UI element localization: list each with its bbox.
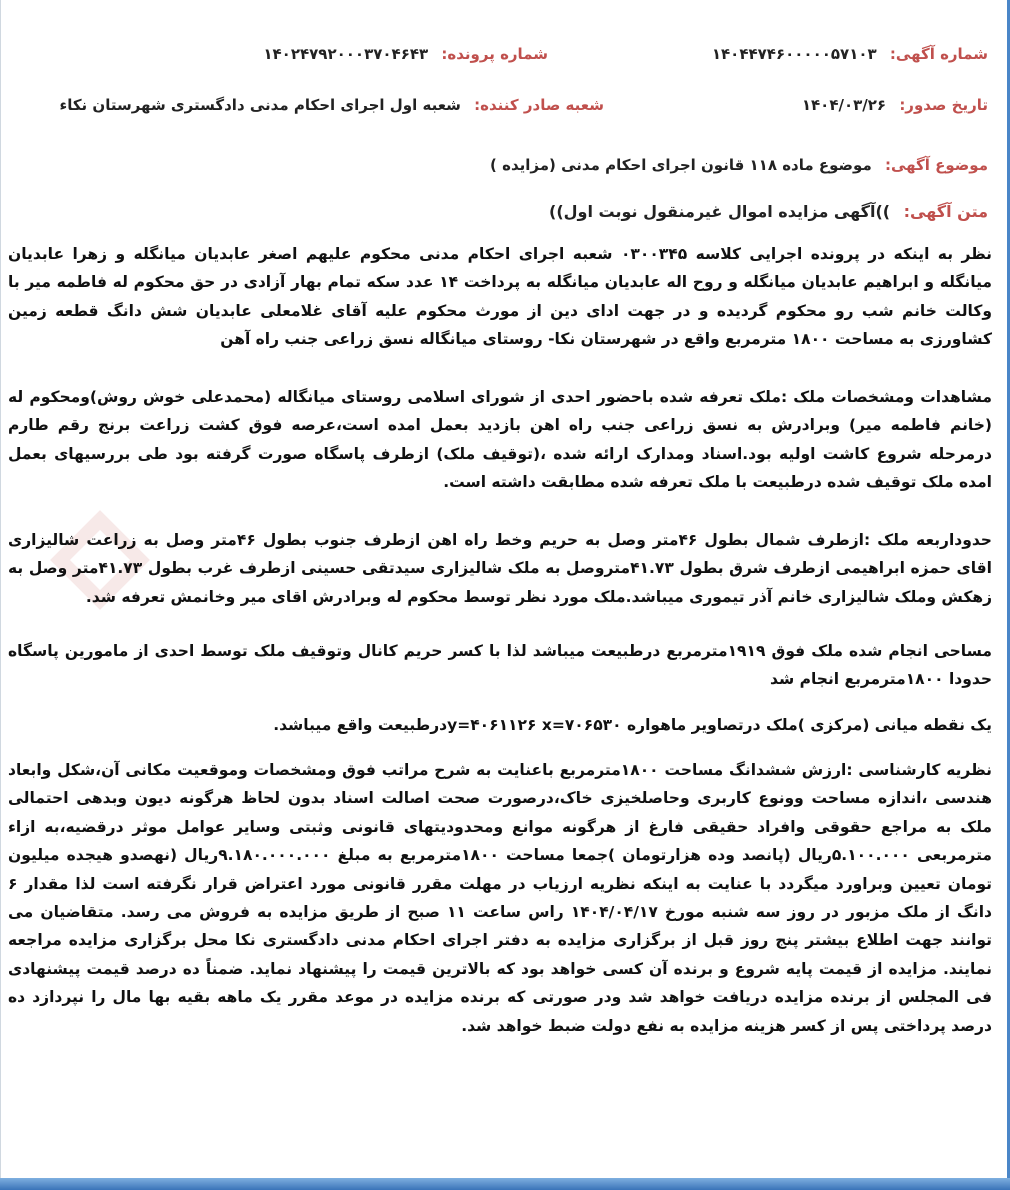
text-label: متن آگهی: xyxy=(903,202,988,221)
issuer-row xyxy=(60,96,604,114)
paragraph-survey: مساحی انجام شده ملک فوق ۱۹۱۹مترمربع درطبیعت میباشد لذا با کسر حریم کانال وتوقیف ملک توسط احدی از مامورین پاسگاه حدودا ۱۸۰۰مترمربع انجام شد xyxy=(8,642,992,689)
paragraph-appraisal: نظریه کارشناسی :ارزش ششدانگ مساحت ۱۸۰۰مترمربع باعنایت به شرح مراتب فوق ومشخصات وموقعیت مکانی آن،شکل وابعاد هندسی ،اندازه مساحت وونوع کاربری وحاصلخیزی خاک،درصورت صحت اصالت اسناد بدون لحاظ هرگونه دیون وبدهی احتمالی ملک به مراجع حقوقی وافراد حقیقی فارغ از هرگونه موانع ومحدودیتهای قانونی وثبتی وسایر عوامل موثر درقضیه،به ازاء مترمربعی ۵.۱۰۰.۰۰۰ریال (پانصد وده هزارتومان )جمعا مساحت ۱۸۰۰مترمربع به مبلغ ۹.۱۸۰.۰۰۰.۰۰۰ریال (نهصدو هیجده میلیون تومان تعیین وبراورد میگردد با عنایت به اینکه نظریه ارزیاب در مهلت مقرر قانونی مورد اعتراض قرار نگرفته است لذا مقدار ۶ دانگ از ملک مزبور در روز سه شنبه مورخ ۱۴۰۴/۰۴/۱۷ راس ساعت ۱۱ صبح از طریق مزایده به فروش می رسد. متقاضیان می توانند جهت اطلاع بیشتر پنج روز قبل از برگزاری مزایده به دفتر اجرای احکام مدنی دادگستری نکا محل برگزاری مزایده مراجعه نمایند. مزایده از قیمت پایه شروع و برنده آن کسی خواهد بود که بالاترین قیمت را پیشنهاد نماید. ضمناً ده درصد قیمت پیشنهادی فی المجلس از برنده مزایده دریافت خواهد شد ودر صورتی که برنده مزایده در موعد مقرر یک ماهه بقیه بها مال را نپردازد ده درصد پرداختی پس از کسر هزینه مزایده به نفع دولت ضبط خواهد شد. xyxy=(8,761,993,1035)
text-title: ))آگهی مزایده اموال غیرمنقول نوبت اول)) xyxy=(549,202,891,221)
case-number-label: شماره پرونده: xyxy=(441,45,548,63)
issuer-value: شعبه اول اجرای احکام مدنی دادگستری شهرستان نکاء xyxy=(59,96,461,114)
paragraph-case: نظر به اینکه در پرونده اجرایی کلاسه ۰۳۰۰۳۴۵ شعبه اجرای احکام مدنی محکوم علیهم اصغر عابدیان میانگله و زهرا عابدیان میانگله و ابراهیم عابدیان میانگله و روح اله عابدیان میانگله به پرداخت ۱۴ عدد سکه تمام بهار آزادی در حق محکوم له فاطمه میر با وکالت خانم شب رو محکوم گردیده و در جهت ادای دین از مورث محکوم علیه آقای غلامعلی عابدیان شش دانگ قطعه زمین کشاورزی به مساحت ۱۸۰۰ مترمربع واقع در شهرستان نکا- روستای میانگاله نسق زراعی جنب راه آهن xyxy=(8,245,993,349)
subject-value: موضوع ماده ۱۱۸ قانون اجرای احکام مدنی (مزایده ) xyxy=(490,156,872,174)
paragraph-coordinates: یک نقطه میانی (مرکزی )ملک درتصاویر ماهواره y=۴۰۶۱۱۲۶ x=۷۰۶۵۳۰درطبیعت واقع میباشد. xyxy=(273,716,992,734)
case-number-row xyxy=(263,45,548,63)
ad-number-label: شماره آگهی: xyxy=(889,45,988,63)
text-title-row xyxy=(549,202,988,221)
issue-date-row xyxy=(802,96,988,114)
paragraph-boundaries: حدوداربعه ملک :ازطرف شمال بطول ۴۶متر وصل به حریم وخط راه اهن ازطرف جنوب بطول ۴۶متر وصل به زراعت شالیزاری اقای حمزه ابراهیمی ازطرف شرق بطول ۴۱.۷۳متروصل به ملک شالیزاری سیدتقی حسینی ازطرف غرب بطول ۴۱.۷۳متر وصل به زهکش وملک شالیزاری خانم آذر تیموری میباشد.ملک مورد نظر توسط محکوم له وبرادرش اقای میر وخانمش تعرفه شد. xyxy=(8,531,992,606)
ad-number-row xyxy=(712,45,988,63)
issuer-label: شعبه صادر کننده: xyxy=(474,96,604,114)
ad-number-value: ۱۴۰۴۴۷۴۶۰۰۰۰۰۵۷۱۰۳ xyxy=(711,45,877,63)
bottom-bar xyxy=(0,1178,1010,1190)
subject-row xyxy=(490,156,988,174)
issue-date-label: تاریخ صدور: xyxy=(899,96,988,114)
issue-date-value: ۱۴۰۴/۰۳/۲۶ xyxy=(801,96,887,114)
case-number-value: ۱۴۰۲۴۷۹۲۰۰۰۳۷۰۴۶۴۳ xyxy=(263,45,429,63)
subject-label: موضوع آگهی: xyxy=(884,156,988,174)
paragraph-observations: مشاهدات ومشخصات ملک :ملک تعرفه شده باحضور احدی از شورای اسلامی روستای میانگاله (محمدعلی خوش روش)ومحکوم له (خانم فاطمه میر) وبرادرش به نسق زراعی جنب راه اهن بازدید بعمل امده است،عرصه فوق کشت زراعت برنج رقم طارم درمرحله شروع کاشت اولیه بود.اسناد ومدارک ارائه شده ،(توقیف ملک) ازطرف پاسگاه صورت گرفته بود طی بررسیهای بعمل امده ملک توقیف شده درطبیعت با ملک تعرفه شده مطابقت داشته است. xyxy=(8,388,992,492)
